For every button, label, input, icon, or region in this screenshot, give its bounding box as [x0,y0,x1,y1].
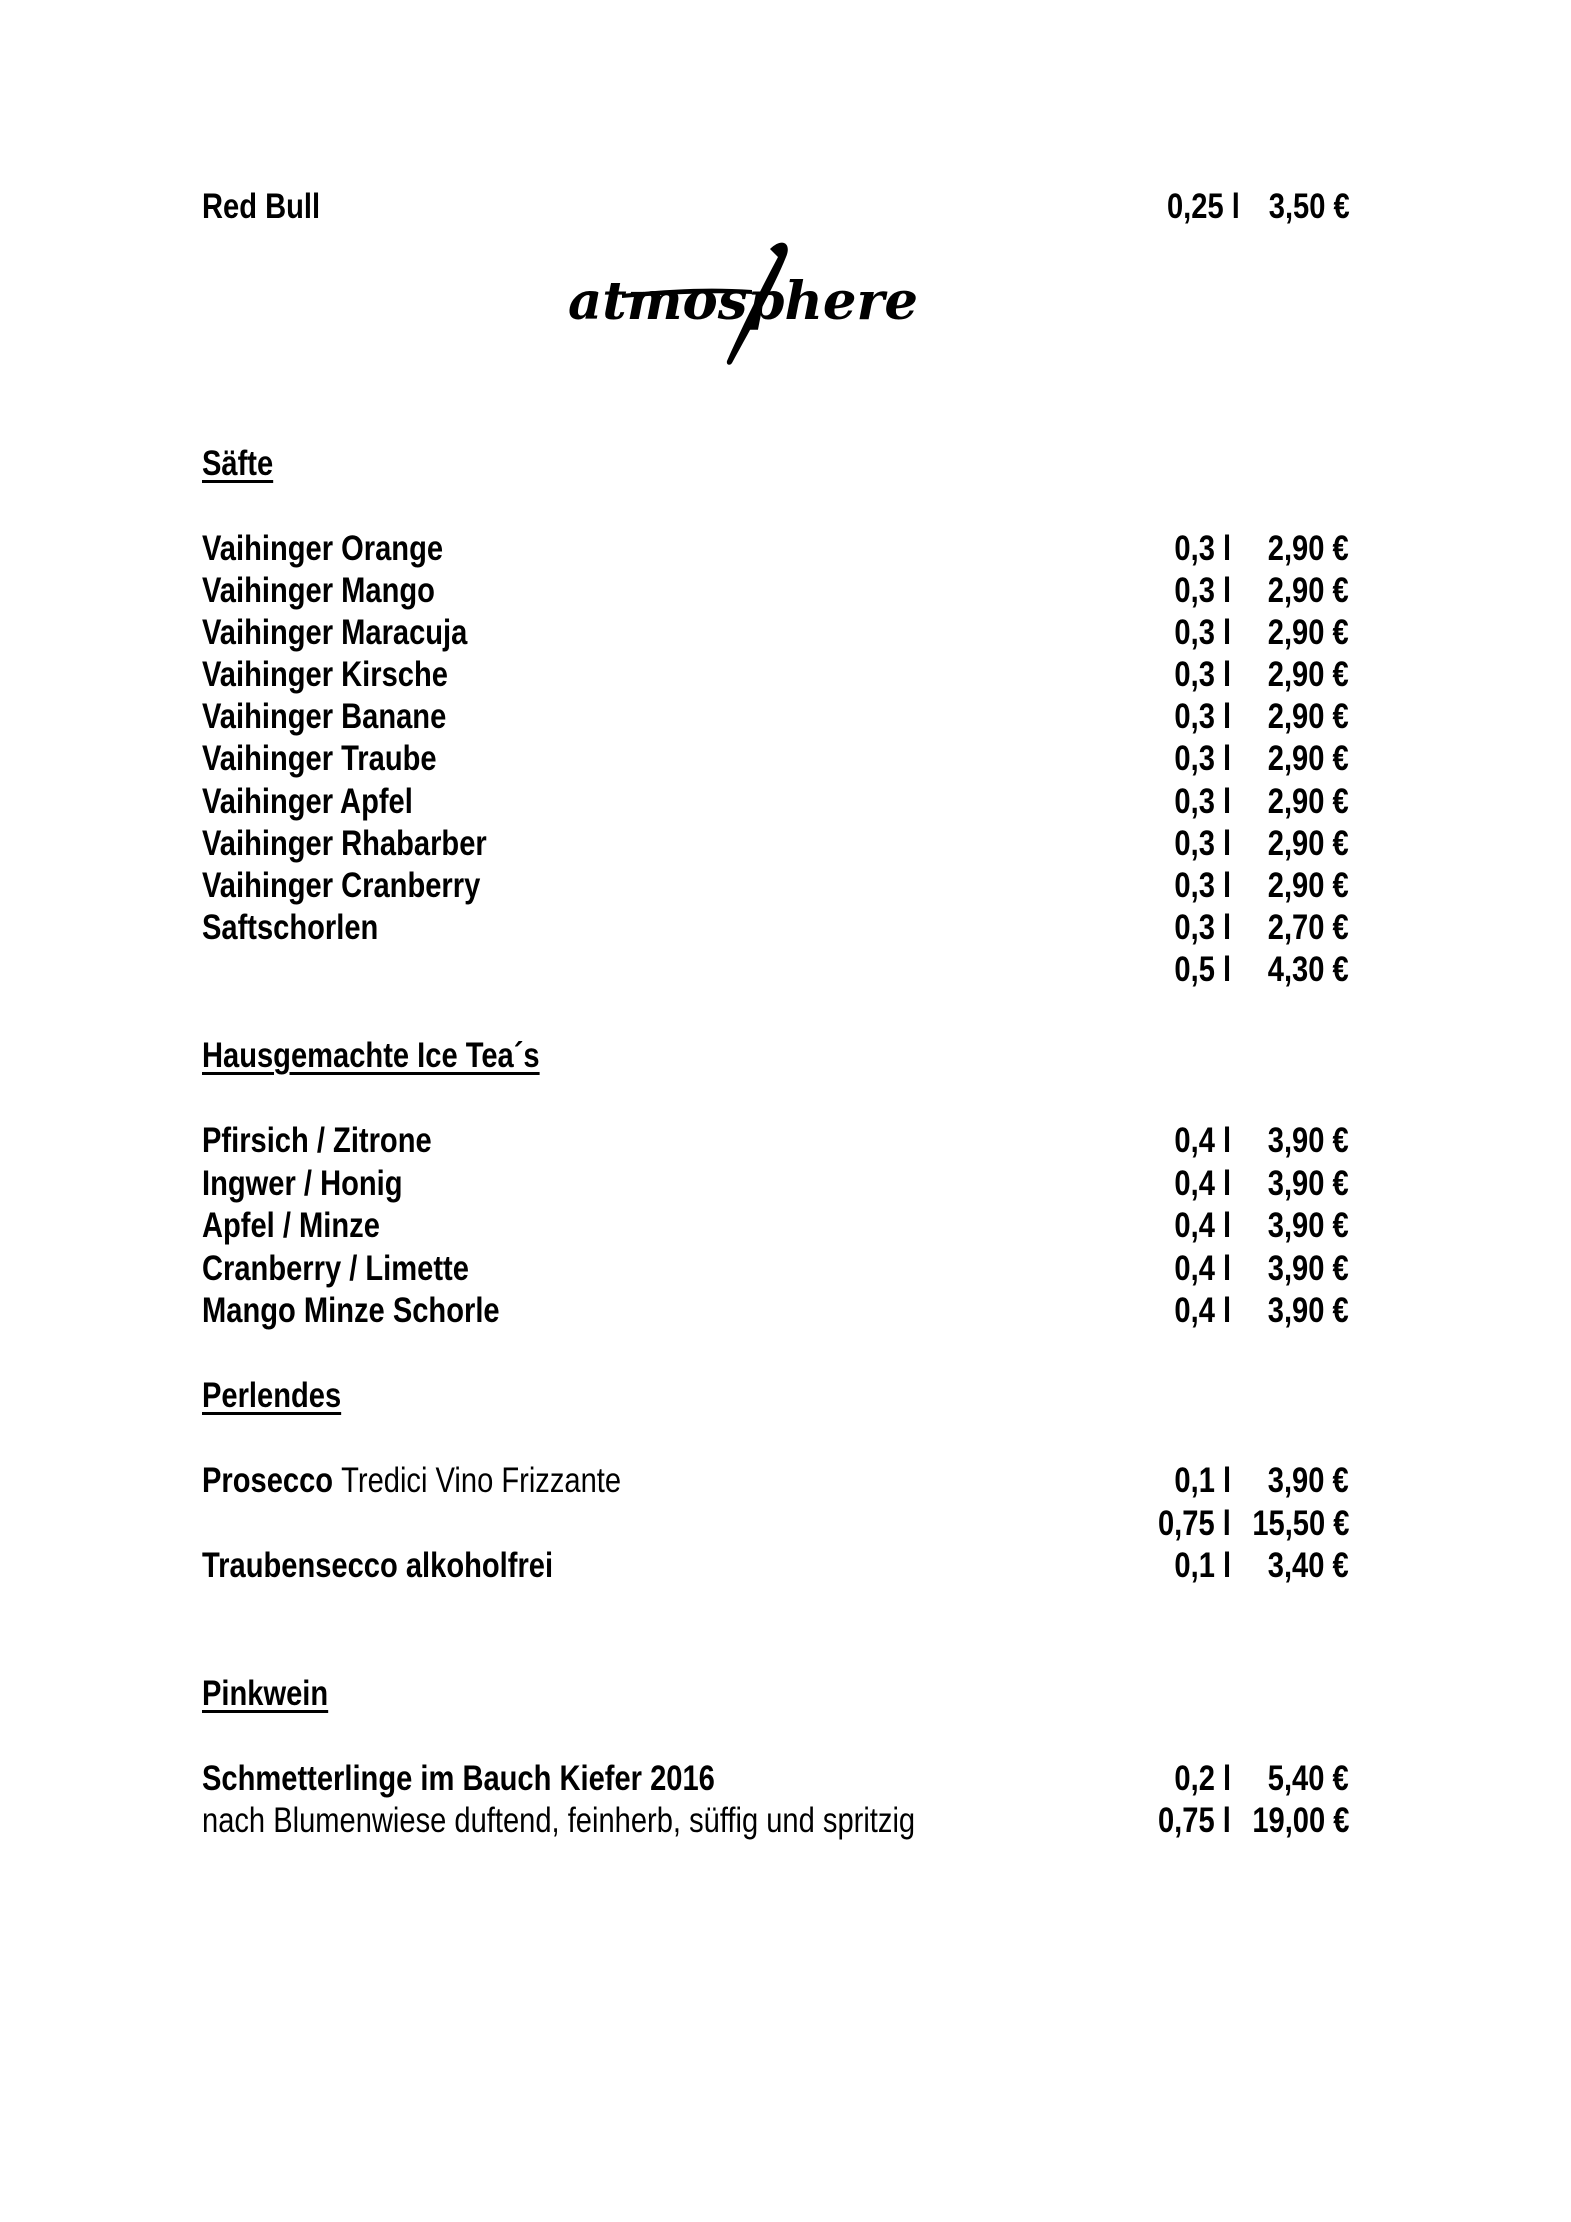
section-heading-saefte: Säfte [202,443,274,483]
item-price: 2,90 € [1268,781,1349,821]
item-price: 15,50 € [1251,1503,1349,1543]
item-price: 2,90 € [1268,612,1349,652]
atmosphere-logo [560,235,930,370]
item-volume: 0,75 l [1158,1503,1231,1543]
item-name: Schmetterlinge im Bauch Kiefer 2016 [202,1758,715,1798]
item-name: Vaihinger Apfel [202,781,413,821]
item-price: 2,90 € [1268,528,1349,568]
item-name: Vaihinger Mango [202,570,435,610]
item-price: 3,90 € [1268,1120,1349,1160]
item-price: 2,90 € [1268,738,1349,778]
section-heading-perlendes: Perlendes [202,1375,342,1415]
item-volume: 0,3 l [1174,570,1231,610]
item-price: 3,90 € [1268,1290,1349,1330]
item-price: 5,40 € [1268,1758,1349,1798]
section-heading-ice-tea: Hausgemachte Ice Tea´s [202,1035,540,1075]
item-volume: 0,3 l [1174,654,1231,694]
item-volume: 0,4 l [1174,1290,1231,1330]
item-name-red-bull: Red Bull [202,186,321,226]
item-price: 19,00 € [1251,1800,1349,1840]
item-name: Vaihinger Traube [202,738,437,778]
item-volume: 0,3 l [1174,528,1231,568]
item-volume: 0,3 l [1174,612,1231,652]
item-price: 4,30 € [1268,949,1349,989]
item-price: 2,70 € [1268,907,1349,947]
item-name: Vaihinger Rhabarber [202,823,487,863]
item-name: Ingwer / Honig [202,1163,403,1203]
item-volume: 0,5 l [1174,949,1231,989]
item-price: 3,90 € [1268,1205,1349,1245]
item-name: Apfel / Minze [202,1205,380,1245]
item-price: 3,90 € [1268,1163,1349,1203]
item-volume: 0,1 l [1174,1460,1231,1500]
item-name: Pfirsich / Zitrone [202,1120,432,1160]
item-volume: 0,4 l [1174,1205,1231,1245]
item-volume: 0,3 l [1174,907,1231,947]
item-volume: 0,4 l [1174,1163,1231,1203]
item-price: 2,90 € [1268,570,1349,610]
item-price: 2,90 € [1268,696,1349,736]
item-name: Vaihinger Banane [202,696,447,736]
logo-wordmark: atmosphere [568,271,918,332]
item-volume: 0,4 l [1174,1120,1231,1160]
item-volume: 0,3 l [1174,781,1231,821]
item-name: Vaihinger Cranberry [202,865,481,905]
item-name: Mango Minze Schorle [202,1290,500,1330]
item-price-red-bull: 3,50 € [1269,186,1350,226]
item-volume: 0,3 l [1174,823,1231,863]
item-price: 3,90 € [1268,1248,1349,1288]
item-price: 3,90 € [1268,1460,1349,1500]
item-name: Cranberry / Limette [202,1248,469,1288]
item-name: Vaihinger Kirsche [202,654,448,694]
item-price: 2,90 € [1268,823,1349,863]
item-description: nach Blumenwiese duftend, feinherb, süffig und spritzig [202,1800,916,1840]
item-volume: 0,75 l [1158,1800,1231,1840]
item-name: Vaihinger Maracuja [202,612,468,652]
item-name-with-detail [202,1460,622,1500]
item-volume: 0,3 l [1174,696,1231,736]
item-volume: 0,1 l [1174,1545,1231,1585]
item-volume: 0,2 l [1174,1758,1231,1798]
section-heading-pinkwein: Pinkwein [202,1673,329,1713]
item-price: 3,40 € [1268,1545,1349,1585]
item-name: Vaihinger Orange [202,528,444,568]
item-name: Traubensecco alkoholfrei [202,1545,554,1585]
item-volume: 0,4 l [1174,1248,1231,1288]
item-price: 2,90 € [1268,654,1349,694]
item-name: Prosecco [202,1460,334,1500]
item-volume: 0,3 l [1174,738,1231,778]
item-volume-red-bull: 0,25 l [1167,186,1240,226]
item-price: 2,90 € [1268,865,1349,905]
item-detail: Tredici Vino Frizzante [341,1460,622,1500]
item-volume: 0,3 l [1174,865,1231,905]
item-name: Saftschorlen [202,907,379,947]
